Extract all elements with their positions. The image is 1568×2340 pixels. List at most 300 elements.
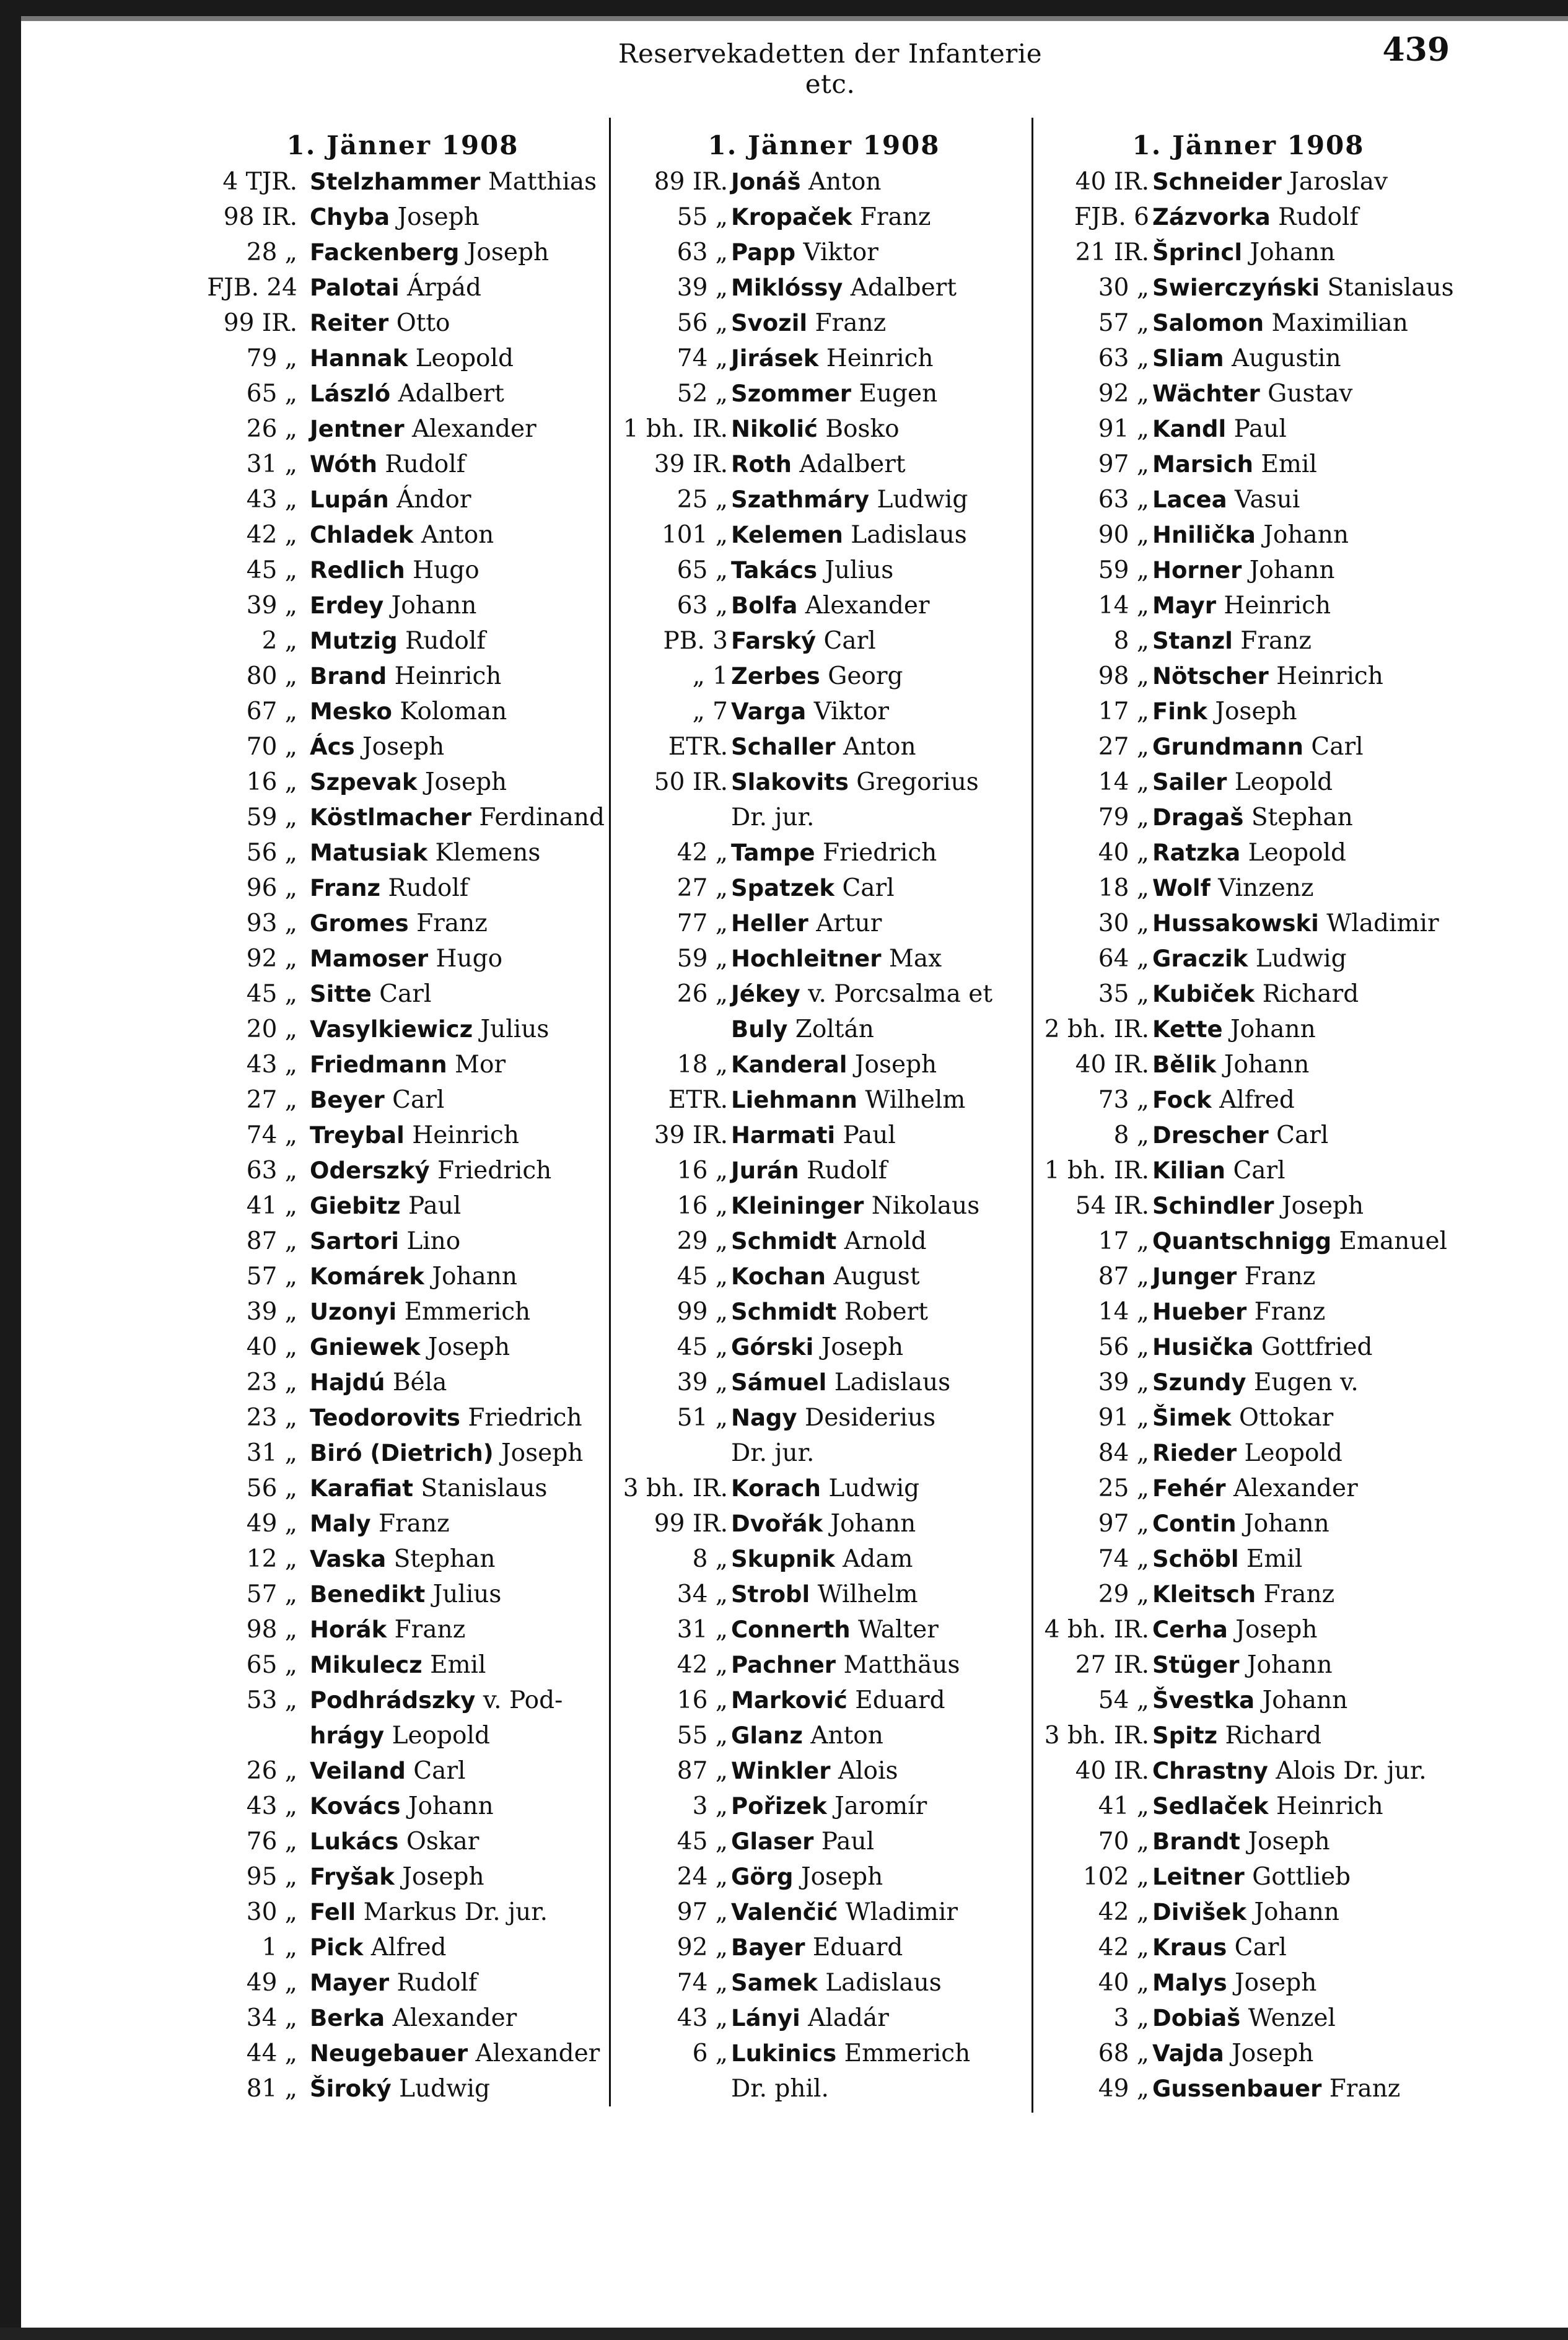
cadet-name — [731, 199, 931, 235]
list-item — [186, 729, 607, 765]
regiment-number: 6 „ — [692, 2040, 728, 2067]
surname: Górski — [731, 1334, 814, 1361]
given-name: Rudolf — [807, 1157, 887, 1185]
cadet-name — [1152, 1859, 1351, 1895]
given-name: Anton — [843, 733, 916, 761]
cadet-name — [731, 482, 968, 517]
cadet-name — [1152, 1506, 1329, 1541]
surname: Mayer — [310, 1970, 390, 1996]
list-item — [613, 976, 1035, 1012]
given-name: Johann — [1262, 1686, 1348, 1714]
surname: Kelemen — [731, 522, 843, 548]
cadet-name — [731, 976, 992, 1012]
regiment-number: 39 „ — [677, 1369, 728, 1396]
cadet-name — [310, 517, 494, 553]
list-item — [1035, 1718, 1462, 1753]
running-title: Reservekadetten der Infanterie etc. — [618, 38, 1043, 99]
cadet-name — [1152, 482, 1300, 517]
surname: Fink — [1152, 698, 1207, 725]
surname: Bělik — [1152, 1051, 1217, 1078]
list-item — [613, 341, 1035, 376]
surname: Gussenbauer — [1152, 2075, 1322, 2102]
regiment-number: 2 bh. IR. — [1044, 1015, 1149, 1043]
given-name: Anton — [810, 1722, 883, 1750]
cadet-name — [1152, 553, 1334, 588]
given-name: Rudolf — [385, 450, 466, 478]
regiment-number: 74 „ — [677, 1969, 728, 1997]
regiment-number: 65 „ — [246, 1651, 297, 1679]
cadet-name — [310, 1400, 582, 1435]
surname: Fackenberg — [310, 239, 460, 266]
surname: Benedikt — [310, 1581, 426, 1608]
list-item — [613, 517, 1035, 553]
given-name: Carl — [1311, 733, 1364, 761]
given-name: Leopold — [1248, 839, 1347, 867]
given-name: Anton — [808, 168, 882, 196]
cadet-name — [310, 199, 480, 235]
regiment-number: 79 „ — [1098, 804, 1149, 831]
surname: Görg — [731, 1864, 794, 1890]
cadet-name — [731, 1824, 874, 1859]
list-item — [613, 1683, 1035, 1718]
given-name: Franz — [1254, 1298, 1326, 1326]
regiment-number: 57 „ — [246, 1263, 297, 1291]
regiment-number: 59 „ — [677, 945, 728, 973]
regiment-number: 30 „ — [1098, 274, 1149, 302]
given-name: Bosko — [825, 415, 900, 443]
cadet-name — [1152, 1259, 1315, 1294]
cadet-name — [1152, 1824, 1330, 1859]
surname: Šimek — [1152, 1404, 1232, 1431]
list-item — [1035, 870, 1462, 906]
surname: Chyba — [310, 204, 390, 230]
regiment-number: 30 „ — [246, 1898, 297, 1926]
regiment-number: 39 „ — [246, 592, 297, 620]
given-name: Matthäus — [843, 1651, 960, 1679]
surname: Szommer — [731, 380, 852, 407]
cadet-name — [1152, 341, 1341, 376]
surname: Kleininger — [731, 1193, 864, 1219]
surname: Šprincl — [1152, 239, 1243, 266]
cadet-name — [1152, 1930, 1287, 1965]
given-name: Richard — [1262, 980, 1359, 1008]
given-name: Rudolf — [405, 627, 486, 655]
surname: Jirásek — [731, 345, 819, 372]
surname: Takács — [731, 557, 817, 584]
surname: Divišek — [1152, 1899, 1246, 1926]
regiment-number: 34 „ — [677, 1580, 728, 1608]
regiment-number: 20 „ — [246, 1015, 297, 1043]
list-item — [186, 235, 607, 270]
surname: Giebitz — [310, 1193, 401, 1219]
regiment-number: 74 „ — [1098, 1545, 1149, 1573]
given-name: Joseph — [1232, 2040, 1314, 2067]
list-item — [1035, 1541, 1462, 1577]
cadet-name — [731, 1859, 883, 1895]
regiment-number: 45 „ — [677, 1263, 728, 1291]
surname: Lukinics — [731, 2040, 837, 2067]
regiment-number: 91 „ — [1098, 1404, 1149, 1432]
list-item — [1035, 341, 1462, 376]
surname: Palotai — [310, 274, 400, 301]
cadet-name — [1152, 1082, 1295, 1118]
surname: Nagy — [731, 1404, 797, 1431]
regiment-number: 64 „ — [1098, 945, 1149, 973]
given-name: Joseph — [424, 768, 507, 796]
surname: Varga — [731, 698, 807, 725]
scan-edge-top — [0, 0, 1568, 16]
cadet-name — [1152, 1683, 1347, 1718]
cadet-name — [731, 588, 930, 623]
surname: Švestka — [1152, 1687, 1255, 1714]
surname: Kette — [1152, 1016, 1223, 1043]
cadet-name — [731, 1224, 927, 1259]
given-name: v. Porcsalma et — [808, 980, 993, 1008]
given-name: Eugen v. — [1253, 1369, 1359, 1396]
given-name: Franz — [1240, 627, 1312, 655]
list-item — [186, 1259, 607, 1294]
cadet-name — [1152, 1647, 1333, 1683]
regiment-number: 56 „ — [246, 839, 297, 867]
list-item — [186, 1294, 607, 1330]
regiment-number: 14 „ — [1098, 1298, 1149, 1326]
cadet-name — [310, 553, 480, 588]
surname: Korach — [731, 1475, 821, 1502]
given-name: Emil — [1261, 450, 1317, 478]
list-item — [1035, 1577, 1462, 1612]
given-name: Adalbert — [799, 450, 906, 478]
cadet-name — [310, 729, 444, 765]
surname: Sailer — [1152, 769, 1227, 795]
given-name: Arnold — [844, 1227, 927, 1255]
surname: Matusiak — [310, 839, 428, 866]
regiment-number: 40 „ — [1098, 839, 1149, 867]
given-name: Ludwig — [1255, 945, 1347, 973]
surname: Connerth — [731, 1616, 851, 1643]
given-name: Paul — [1233, 415, 1287, 443]
given-name: Viktor — [803, 239, 878, 266]
surname: Mutzig — [310, 628, 398, 654]
surname: Harmati — [731, 1122, 836, 1149]
given-name: Alexander — [411, 415, 537, 443]
list-item — [613, 1259, 1035, 1294]
regiment-number: 8 „ — [692, 1545, 728, 1573]
cadet-name — [731, 341, 934, 376]
given-name: Franz — [379, 1510, 450, 1538]
cadet-name — [731, 1965, 942, 2000]
list-item — [613, 164, 1035, 199]
given-name: Artur — [816, 909, 882, 937]
given-name: Julius — [480, 1015, 550, 1043]
list-item — [1035, 199, 1462, 235]
given-name: Béla — [392, 1369, 447, 1396]
surname: Köstlmacher — [310, 804, 471, 831]
surname: Salomon — [1152, 310, 1264, 336]
cadet-name — [731, 1718, 883, 1753]
surname: Treybal — [310, 1122, 405, 1149]
cadet-name — [310, 694, 507, 729]
given-name: Robert — [844, 1298, 928, 1326]
surname: Roth — [731, 451, 792, 478]
cadet-name — [310, 235, 549, 270]
regiment-number: 39 „ — [246, 1298, 297, 1326]
list-item — [186, 1188, 607, 1224]
cadet-name — [310, 447, 465, 482]
surname: Dobiaš — [1152, 2005, 1241, 2031]
list-item — [186, 694, 607, 729]
cadet-name — [310, 341, 514, 376]
cadet-name — [310, 765, 507, 800]
given-name: Johann — [1230, 1015, 1316, 1043]
list-item — [1035, 729, 1462, 765]
cadet-name — [731, 1365, 950, 1400]
regiment-number: 16 „ — [677, 1192, 728, 1220]
surname: Glaser — [731, 1828, 814, 1855]
cadet-name — [731, 1118, 896, 1153]
surname: Brand — [310, 663, 387, 690]
cadet-name — [310, 2000, 517, 2036]
list-item — [1035, 906, 1462, 941]
list-item — [186, 588, 607, 623]
cadet-name — [1152, 1753, 1427, 1789]
regiment-number: 95 „ — [246, 1863, 297, 1891]
regiment-number: 8 „ — [1113, 627, 1149, 655]
given-name: Nikolaus — [871, 1192, 980, 1220]
cadet-name — [310, 976, 431, 1012]
cadet-name — [310, 1859, 484, 1895]
regiment-number: 14 „ — [1098, 592, 1149, 620]
given-name: Joseph — [1248, 1828, 1330, 1856]
regiment-number: 42 „ — [246, 521, 297, 549]
list-item — [186, 1224, 607, 1259]
cadet-name — [310, 906, 488, 941]
given-name: Stephan — [1251, 804, 1353, 831]
cadet-name — [1152, 729, 1364, 765]
given-name: Viktor — [813, 698, 890, 725]
list-item — [613, 1506, 1035, 1541]
list-item — [613, 305, 1035, 341]
surname: Spitz — [1152, 1722, 1218, 1749]
surname: Chladek — [310, 522, 414, 548]
regiment-number: 65 „ — [246, 380, 297, 408]
given-name: Alois — [838, 1757, 898, 1785]
regiment-number: 53 „ — [246, 1686, 297, 1714]
surname: Vaska — [310, 1546, 387, 1572]
given-name: Joseph — [1235, 1969, 1317, 1997]
given-name: Franz — [1329, 2075, 1401, 2103]
list-item — [1035, 976, 1462, 1012]
list-item — [186, 1718, 607, 1753]
cadet-name — [1152, 800, 1353, 835]
surname: Contin — [1152, 1510, 1237, 1537]
surname: Sedlaček — [1152, 1793, 1269, 1820]
cadet-name — [310, 1259, 517, 1294]
surname: Podhrádszky — [310, 1687, 476, 1714]
given-name: Rudolf — [396, 1969, 478, 1997]
surname: Sartori — [310, 1228, 399, 1255]
column-title: 1. Jänner 1908 — [707, 130, 940, 160]
cadet-name — [1152, 411, 1287, 447]
regiment-number: 16 „ — [246, 768, 297, 796]
surname: Skupnik — [731, 1546, 835, 1572]
cadet-name — [1152, 1612, 1318, 1647]
regiment-number: 41 „ — [1098, 1792, 1149, 1820]
cadet-name — [310, 1188, 461, 1224]
regiment-number: 49 „ — [246, 1510, 297, 1538]
list-item — [613, 659, 1035, 694]
list-item — [186, 1435, 607, 1471]
list-item — [613, 1400, 1035, 1435]
regiment-number: 44 „ — [246, 2040, 297, 2067]
given-name: Leopold — [415, 344, 514, 372]
cadet-name — [731, 870, 895, 906]
surname: Vajda — [1152, 2040, 1224, 2067]
given-name: Johann — [1263, 521, 1349, 549]
cadet-name — [731, 164, 882, 199]
surname: Hueber — [1152, 1299, 1247, 1325]
list-item — [613, 411, 1035, 447]
cadet-name — [310, 835, 540, 870]
cadet-name — [310, 941, 502, 976]
list-item — [613, 235, 1035, 270]
list-item — [186, 1647, 607, 1683]
surname: Gniewek — [310, 1334, 421, 1361]
regiment-number: 27 „ — [677, 874, 728, 902]
cadet-name — [731, 235, 878, 270]
list-item — [613, 199, 1035, 235]
regiment-number: 89 IR. — [654, 168, 728, 196]
regiment-number: 79 „ — [246, 344, 297, 372]
surname: Mayr — [1152, 592, 1217, 619]
list-item — [1035, 517, 1462, 553]
list-item — [1035, 659, 1462, 694]
regiment-number: 55 „ — [677, 1722, 728, 1750]
list-item — [613, 906, 1035, 941]
surname: Sliam — [1152, 345, 1224, 372]
surname: Szpevak — [310, 769, 418, 795]
regiment-number: 23 „ — [246, 1404, 297, 1432]
given-name: Max — [888, 945, 942, 973]
list-item — [613, 835, 1035, 870]
list-item — [1035, 1435, 1462, 1471]
given-name: Rudolf — [1278, 203, 1359, 231]
surname: Spatzek — [731, 875, 835, 901]
list-item — [613, 1930, 1035, 1965]
given-name: Adalbert — [850, 274, 957, 302]
surname: Reiter — [310, 310, 389, 336]
list-item — [186, 835, 607, 870]
surname: Pick — [310, 1934, 364, 1961]
given-name: Gregorius — [856, 768, 979, 796]
cadet-name — [310, 1435, 583, 1471]
surname: Biró (Dietrich) — [310, 1440, 494, 1466]
list-item — [613, 588, 1035, 623]
cadet-name — [310, 1789, 494, 1824]
column-rows — [613, 164, 1035, 2106]
surname: Horák — [310, 1616, 387, 1643]
cadet-name — [310, 1824, 479, 1859]
list-item — [1035, 235, 1462, 270]
regiment-number: 87 „ — [246, 1227, 297, 1255]
given-name: Dr. jur. — [731, 804, 815, 831]
regiment-number: 45 „ — [246, 980, 297, 1008]
given-name: Friedrich — [822, 839, 937, 867]
list-item — [1035, 1895, 1462, 1930]
regiment-number: ETR. — [668, 733, 728, 761]
surname: Hussakowski — [1152, 910, 1319, 937]
given-name: Heinrich — [1276, 662, 1383, 690]
surname: Schaller — [731, 734, 836, 760]
list-item — [1035, 941, 1462, 976]
cadet-name — [310, 305, 450, 341]
regiment-number: 56 „ — [246, 1475, 297, 1502]
surname: Tampe — [731, 839, 815, 866]
cadet-name — [731, 800, 814, 835]
surname: Maly — [310, 1510, 371, 1537]
list-item — [613, 1541, 1035, 1577]
list-item — [613, 1365, 1035, 1400]
list-item — [1035, 1789, 1462, 1824]
column-title: 1. Jänner 1908 — [1132, 130, 1365, 160]
regiment-number: 56 „ — [677, 309, 728, 337]
given-name: Julius — [825, 556, 894, 584]
regiment-number: 63 „ — [246, 1157, 297, 1185]
given-name: Joseph — [1235, 1616, 1318, 1644]
surname: Hannak — [310, 345, 408, 372]
cadet-name — [731, 941, 942, 976]
given-name: Otto — [396, 309, 450, 337]
list-item — [186, 1930, 607, 1965]
surname: Kilian — [1152, 1157, 1226, 1184]
regiment-number: 63 „ — [677, 239, 728, 266]
list-item — [1035, 1188, 1462, 1224]
surname: Bayer — [731, 1934, 805, 1961]
cadet-name — [310, 411, 537, 447]
regiment-number: 41 „ — [246, 1192, 297, 1220]
regiment-number: 18 „ — [677, 1051, 728, 1079]
regiment-number: 40 IR. — [1075, 168, 1149, 196]
given-name: Emil — [430, 1651, 486, 1679]
list-item — [613, 694, 1035, 729]
given-name: Carl — [379, 980, 432, 1008]
surname: Fell — [310, 1899, 356, 1926]
cadet-name — [1152, 659, 1383, 694]
given-name: Johann — [1246, 1651, 1333, 1679]
given-name: Carl — [1276, 1121, 1329, 1149]
surname: Miklóssy — [731, 274, 843, 301]
regiment-number: 27 „ — [246, 1086, 297, 1114]
list-item — [1035, 1400, 1462, 1435]
cadet-name — [731, 1294, 928, 1330]
surname: Široký — [310, 2075, 392, 2102]
regiment-number: 42 „ — [1098, 1898, 1149, 1926]
regiment-number: 63 „ — [1098, 344, 1149, 372]
regiment-number: 42 „ — [1098, 1934, 1149, 1961]
surname: Jentner — [310, 416, 405, 442]
cadet-name — [731, 376, 937, 411]
regiment-number: 35 „ — [1098, 980, 1149, 1008]
surname: Kandl — [1152, 416, 1227, 442]
given-name: Ludwig — [877, 486, 968, 514]
given-name: Jaroslav — [1289, 168, 1388, 196]
list-item — [1035, 1471, 1462, 1506]
cadet-name — [731, 1259, 920, 1294]
list-item — [186, 1153, 607, 1188]
surname: Fehér — [1152, 1475, 1226, 1502]
surname: Liehmann — [731, 1087, 857, 1113]
list-item — [613, 1824, 1035, 1859]
cadet-name — [310, 1118, 519, 1153]
